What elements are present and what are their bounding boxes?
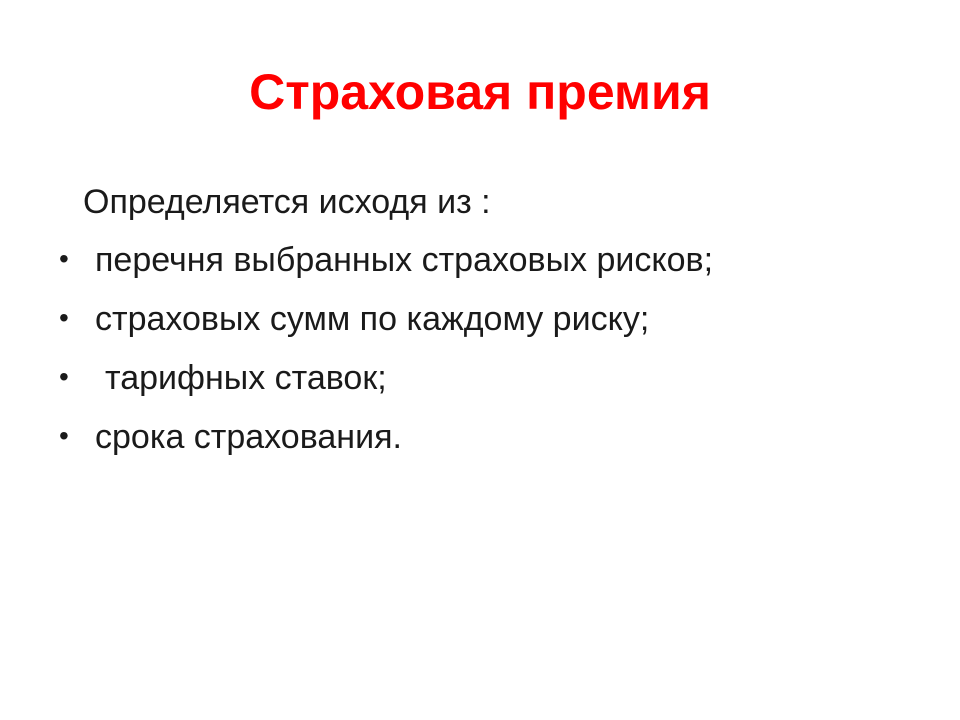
- bullet-icon: •: [59, 243, 69, 274]
- bullet-text: срока страхования.: [95, 418, 402, 456]
- slide-title: Страховая премия: [249, 64, 711, 120]
- bullet-icon: •: [59, 302, 69, 333]
- bullet-text: тарифных ставок;: [105, 359, 387, 397]
- intro-text: Определяется исходя из :: [83, 183, 491, 221]
- bullet-text: перечня выбранных страховых рисков;: [95, 241, 714, 279]
- bullet-text: страховых сумм по каждому риску;: [95, 300, 650, 338]
- bullet-icon: •: [59, 361, 69, 392]
- bullet-icon: •: [59, 420, 69, 451]
